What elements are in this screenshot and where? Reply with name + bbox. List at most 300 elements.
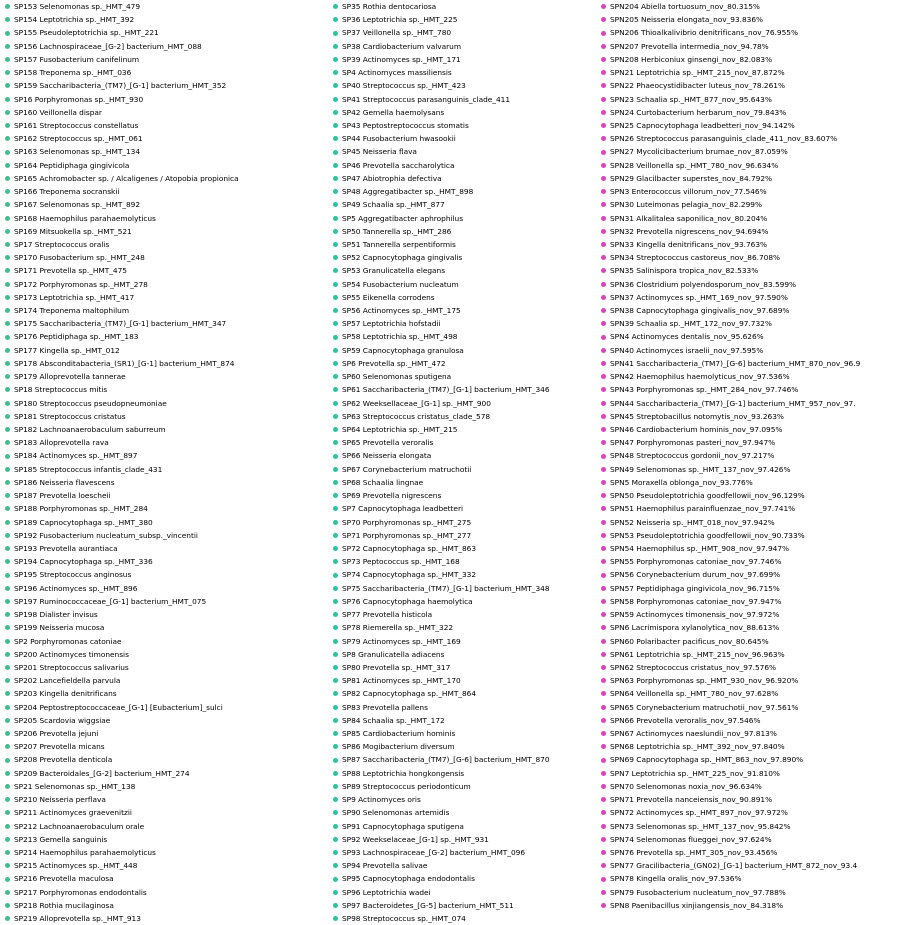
legend-item[interactable] [600, 516, 900, 529]
legend-item[interactable] [4, 463, 332, 476]
legend-item[interactable] [600, 476, 900, 489]
legend-color-dot-icon [5, 427, 10, 432]
legend-item[interactable] [332, 806, 600, 819]
legend-item-label: SPN77 Gracilibacteria_(GN02)_[G-1] bacterium_HMT_872_nov_93.4 [610, 861, 858, 871]
legend-item[interactable] [4, 582, 332, 595]
legend-color-dot-icon [5, 850, 10, 855]
legend-item-label: SP49 Schaalia sp._HMT_877 [342, 200, 445, 210]
legend-color-dot-icon [5, 837, 10, 842]
legend-item-label: SPN208 Herbiconiux ginsengi_nov_82.083% [610, 54, 773, 64]
legend-item[interactable] [332, 608, 600, 621]
legend-item[interactable] [4, 555, 332, 568]
legend-item[interactable] [4, 357, 332, 370]
legend-item[interactable] [332, 251, 600, 264]
legend-color-dot-icon [5, 282, 10, 287]
legend-item[interactable] [4, 833, 332, 846]
legend-item[interactable] [600, 119, 900, 132]
legend-color-dot-icon [333, 559, 338, 564]
legend-item[interactable] [332, 489, 600, 502]
legend-item[interactable] [4, 330, 332, 343]
legend-item[interactable] [600, 780, 900, 793]
legend-item[interactable] [332, 740, 600, 753]
legend-color-dot-icon [5, 824, 10, 829]
legend-item[interactable] [4, 40, 332, 53]
legend-item[interactable] [600, 463, 900, 476]
legend-item[interactable] [332, 886, 600, 899]
legend-item[interactable] [332, 357, 600, 370]
legend-item[interactable] [600, 753, 900, 766]
legend-item[interactable] [600, 251, 900, 264]
legend-item[interactable] [332, 159, 600, 172]
legend-item[interactable] [332, 701, 600, 714]
legend-item[interactable] [332, 727, 600, 740]
legend-color-dot-icon [5, 4, 10, 9]
legend-item[interactable] [600, 542, 900, 555]
legend-color-dot-icon [333, 705, 338, 710]
legend-color-dot-icon [601, 348, 606, 353]
legend-item[interactable] [4, 806, 332, 819]
legend-item[interactable] [600, 397, 900, 410]
legend-item[interactable] [332, 714, 600, 727]
legend-item[interactable] [4, 238, 332, 251]
legend-item[interactable] [4, 436, 332, 449]
legend-item[interactable] [332, 859, 600, 872]
legend-item[interactable] [332, 172, 600, 185]
legend-item-label: SP185 Streptococcus infantis_clade_431 [14, 464, 163, 474]
legend-item[interactable] [4, 264, 332, 277]
legend-item[interactable] [4, 648, 332, 661]
legend-color-dot-icon [601, 150, 606, 155]
legend-color-dot-icon [5, 480, 10, 485]
legend-color-dot-icon [333, 718, 338, 723]
legend-item[interactable] [4, 661, 332, 674]
legend-color-dot-icon [5, 771, 10, 776]
legend-item[interactable] [332, 410, 600, 423]
legend-item[interactable] [332, 568, 600, 581]
legend-item[interactable] [4, 714, 332, 727]
legend-item[interactable] [4, 185, 332, 198]
legend-item[interactable] [600, 661, 900, 674]
legend-item[interactable] [4, 383, 332, 396]
legend-item[interactable] [600, 225, 900, 238]
legend-item[interactable] [4, 793, 332, 806]
legend-item[interactable] [600, 370, 900, 383]
legend-color-dot-icon [333, 771, 338, 776]
legend-item-label: SP45 Neisseria flava [342, 147, 417, 157]
legend-item[interactable] [600, 238, 900, 251]
legend-item[interactable] [600, 674, 900, 687]
legend-color-dot-icon [333, 520, 338, 525]
legend-item[interactable] [4, 820, 332, 833]
legend-item-label: SPN56 Corynebacterium durum_nov_97.699% [610, 570, 781, 580]
legend-item[interactable] [4, 912, 332, 925]
legend-item[interactable] [4, 899, 332, 912]
legend-color-dot-icon [5, 731, 10, 736]
legend-item[interactable] [4, 489, 332, 502]
legend-color-dot-icon [333, 546, 338, 551]
legend-item[interactable] [332, 119, 600, 132]
legend-item[interactable] [332, 542, 600, 555]
legend-item[interactable] [4, 635, 332, 648]
legend-item[interactable] [600, 212, 900, 225]
legend-item[interactable] [600, 13, 900, 26]
legend-item[interactable] [600, 846, 900, 859]
legend-item[interactable] [4, 251, 332, 264]
legend-item[interactable] [4, 701, 332, 714]
legend-item[interactable] [600, 767, 900, 780]
legend-color-dot-icon [5, 70, 10, 75]
legend-item[interactable] [4, 145, 332, 158]
legend-item[interactable] [4, 225, 332, 238]
legend-item-label: SP90 Selenomonas artemidis [342, 808, 450, 818]
legend-item-label: SP153 Selenomonas sp._HMT_479 [14, 2, 141, 11]
legend-color-dot-icon [333, 150, 338, 155]
legend-item[interactable] [600, 198, 900, 211]
legend-item[interactable] [600, 53, 900, 66]
legend-color-dot-icon [333, 44, 338, 49]
legend-item[interactable] [4, 93, 332, 106]
legend-item[interactable] [600, 436, 900, 449]
legend-item[interactable] [4, 595, 332, 608]
legend-item[interactable] [600, 502, 900, 515]
legend-item[interactable] [332, 66, 600, 79]
legend-item-label: SPN44 Saccharibacteria_(TM7)_[G-1] bacterium_HMT_957_nov_97. [610, 398, 856, 408]
legend-item[interactable] [4, 846, 332, 859]
legend-item[interactable] [332, 661, 600, 674]
legend-item-label: SP216 Prevotella maculosa [14, 874, 114, 884]
legend-item[interactable] [4, 66, 332, 79]
legend-item[interactable] [332, 846, 600, 859]
legend-item[interactable] [4, 344, 332, 357]
legend-item[interactable] [600, 740, 900, 753]
legend-item-label: SPN59 Actinomyces timonensis_nov_97.972% [610, 610, 780, 620]
legend-item-label: SP43 Peptostreptococcus stomatis [342, 120, 469, 130]
legend-item[interactable] [4, 79, 332, 92]
legend-item[interactable] [600, 278, 900, 291]
legend-item-label: SPN41 Saccharibacteria_(TM7)_[G-6] bacterium_HMT_870_nov_96.9 [610, 358, 861, 368]
legend-item[interactable] [332, 291, 600, 304]
legend-item[interactable] [4, 568, 332, 581]
legend-item-label: SP68 Schaalia lingnae [342, 477, 424, 487]
legend-item[interactable] [600, 833, 900, 846]
legend-item[interactable] [600, 410, 900, 423]
legend-item[interactable] [4, 767, 332, 780]
legend-color-dot-icon [601, 202, 606, 207]
legend-item[interactable] [4, 529, 332, 542]
legend-color-dot-icon [333, 573, 338, 578]
legend-item[interactable] [332, 423, 600, 436]
legend-item[interactable] [332, 436, 600, 449]
legend-color-dot-icon [333, 4, 338, 9]
legend-color-dot-icon [601, 678, 606, 683]
legend-item[interactable] [332, 93, 600, 106]
legend-item[interactable] [332, 0, 600, 13]
legend-color-dot-icon [5, 150, 10, 155]
legend-item[interactable] [4, 278, 332, 291]
legend-item[interactable] [4, 304, 332, 317]
legend-item[interactable] [600, 106, 900, 119]
legend-item[interactable] [4, 397, 332, 410]
legend-item[interactable] [600, 635, 900, 648]
legend-color-dot-icon [333, 83, 338, 88]
legend-item[interactable] [4, 476, 332, 489]
legend-color-dot-icon [5, 678, 10, 683]
legend-item[interactable] [4, 53, 332, 66]
legend-item-label: SP173 Leptotrichia sp._HMT_417 [14, 292, 135, 302]
legend-item-label: SP188 Porphyromonas sp._HMT_284 [14, 504, 148, 514]
legend-item[interactable] [332, 687, 600, 700]
legend-item[interactable] [600, 132, 900, 145]
legend-item[interactable] [4, 516, 332, 529]
legend-item[interactable] [332, 595, 600, 608]
legend-item-label: SP154 Leptotrichia sp._HMT_392 [14, 15, 135, 25]
legend-item[interactable] [332, 106, 600, 119]
legend-item[interactable] [332, 40, 600, 53]
legend-item[interactable] [332, 304, 600, 317]
legend-color-dot-icon [333, 176, 338, 181]
legend-item[interactable] [4, 449, 332, 462]
legend-color-dot-icon [333, 863, 338, 868]
legend-item[interactable] [600, 899, 900, 912]
legend-item[interactable] [600, 886, 900, 899]
legend-color-dot-icon [333, 321, 338, 326]
legend-item[interactable] [600, 344, 900, 357]
legend-color-dot-icon [333, 97, 338, 102]
legend-item[interactable] [4, 370, 332, 383]
legend-item[interactable] [332, 238, 600, 251]
legend-color-dot-icon [601, 625, 606, 630]
legend-item[interactable] [4, 542, 332, 555]
legend-item[interactable] [4, 621, 332, 634]
legend-item[interactable] [332, 820, 600, 833]
legend-item-label: SPN37 Actinomyces sp._HMT_169_nov_97.590% [610, 292, 788, 302]
legend-item[interactable] [332, 13, 600, 26]
legend-color-dot-icon [333, 652, 338, 657]
legend-item[interactable] [332, 621, 600, 634]
legend-item[interactable] [332, 648, 600, 661]
legend-item[interactable] [332, 793, 600, 806]
legend-item-label: SP211 Actinomyces graevenitzii [14, 808, 132, 818]
legend-item-label: SP67 Corynebacterium matruchotii [342, 464, 472, 474]
legend-item[interactable] [600, 793, 900, 806]
legend-item-label: SP176 Peptidiphaga sp._HMT_183 [14, 332, 139, 342]
legend-color-dot-icon [5, 163, 10, 168]
legend-item[interactable] [4, 687, 332, 700]
legend-item-label: SP8 Granulicatella adiacens [342, 649, 445, 659]
legend-item[interactable] [600, 582, 900, 595]
legend-item[interactable] [4, 410, 332, 423]
legend-color-dot-icon [5, 903, 10, 908]
legend-item[interactable] [600, 555, 900, 568]
legend-item[interactable] [600, 291, 900, 304]
legend-item[interactable] [600, 159, 900, 172]
legend-item[interactable] [332, 225, 600, 238]
legend-item[interactable] [600, 145, 900, 158]
legend-item[interactable] [4, 780, 332, 793]
legend-item[interactable] [600, 727, 900, 740]
legend-item[interactable] [332, 780, 600, 793]
legend-item[interactable] [4, 886, 332, 899]
legend-item[interactable] [332, 476, 600, 489]
legend-item[interactable] [600, 383, 900, 396]
legend-item[interactable] [600, 687, 900, 700]
legend-color-dot-icon [601, 401, 606, 406]
legend-item-label: SP16 Porphyromonas sp._HMT_930 [14, 94, 144, 104]
legend-item[interactable] [600, 806, 900, 819]
legend-item[interactable] [332, 463, 600, 476]
legend-item[interactable] [332, 899, 600, 912]
legend-item-label: SPN29 Glacilbacter superstes_nov_84.792% [610, 173, 773, 183]
legend-item[interactable] [332, 397, 600, 410]
legend-item-label: SPN21 Leptotrichia sp._HMT_215_nov_87.872% [610, 68, 785, 78]
legend-item[interactable] [332, 264, 600, 277]
legend-item[interactable] [600, 648, 900, 661]
legend-item[interactable] [4, 859, 332, 872]
legend-item[interactable] [332, 767, 600, 780]
legend-item-label: SP40 Streptococcus sp._HMT_423 [342, 81, 466, 91]
legend-item[interactable] [332, 449, 600, 462]
legend-item[interactable] [332, 26, 600, 39]
legend-item[interactable] [4, 106, 332, 119]
legend-item[interactable] [600, 185, 900, 198]
legend-item[interactable] [332, 330, 600, 343]
legend-color-dot-icon [601, 810, 606, 815]
legend-item[interactable] [332, 278, 600, 291]
legend-item-label: SP93 Lachnospiraceae_[G-2] bacterium_HMT_096 [342, 848, 526, 857]
legend-item[interactable] [332, 516, 600, 529]
legend-item[interactable] [4, 753, 332, 766]
legend-item[interactable] [600, 304, 900, 317]
legend-item[interactable] [600, 820, 900, 833]
legend-item[interactable] [600, 489, 900, 502]
legend-item[interactable] [600, 449, 900, 462]
legend-color-dot-icon [601, 70, 606, 75]
legend-item[interactable] [600, 872, 900, 885]
legend-color-dot-icon [601, 255, 606, 260]
legend-item[interactable] [332, 132, 600, 145]
legend-item[interactable] [600, 79, 900, 92]
legend-item[interactable] [600, 714, 900, 727]
legend-color-dot-icon [333, 401, 338, 406]
legend-item[interactable] [600, 568, 900, 581]
legend-color-dot-icon [5, 533, 10, 538]
legend-item[interactable] [600, 0, 900, 13]
legend-color-dot-icon [5, 321, 10, 326]
legend-item[interactable] [600, 317, 900, 330]
legend-item[interactable] [600, 529, 900, 542]
legend-color-dot-icon [601, 414, 606, 419]
legend-item[interactable] [4, 674, 332, 687]
legend-item[interactable] [332, 212, 600, 225]
legend-item[interactable] [600, 701, 900, 714]
legend-item[interactable] [332, 833, 600, 846]
legend-item[interactable] [332, 344, 600, 357]
legend-color-dot-icon [601, 189, 606, 194]
legend-item[interactable] [4, 212, 332, 225]
legend-color-dot-icon [333, 216, 338, 221]
legend-column-1 [0, 0, 332, 925]
legend-item[interactable] [600, 172, 900, 185]
legend-item[interactable] [332, 79, 600, 92]
legend-color-dot-icon [5, 189, 10, 194]
legend-color-dot-icon [601, 361, 606, 366]
legend-item[interactable] [332, 53, 600, 66]
legend-item[interactable] [4, 502, 332, 515]
legend-color-dot-icon [333, 837, 338, 842]
legend-item-label: SPN27 Mycolicibacterium brumae_nov_87.059% [610, 147, 788, 157]
legend-item[interactable] [4, 317, 332, 330]
legend-item[interactable] [4, 132, 332, 145]
legend-item[interactable] [4, 172, 332, 185]
legend-item[interactable] [332, 317, 600, 330]
legend-item-label: SP187 Prevotella loescheii [14, 491, 111, 501]
legend-item[interactable] [332, 912, 600, 925]
legend-item[interactable] [600, 264, 900, 277]
legend-item[interactable] [600, 93, 900, 106]
legend-item[interactable] [332, 198, 600, 211]
legend-item[interactable] [600, 608, 900, 621]
legend-item[interactable] [332, 635, 600, 648]
legend-item[interactable] [4, 727, 332, 740]
legend-color-dot-icon [601, 136, 606, 141]
legend-item[interactable] [332, 872, 600, 885]
legend-item[interactable] [600, 859, 900, 872]
legend-item[interactable] [4, 26, 332, 39]
legend-item[interactable] [4, 872, 332, 885]
legend-item[interactable] [4, 740, 332, 753]
legend-item[interactable] [332, 753, 600, 766]
legend-item[interactable] [600, 26, 900, 39]
legend-item[interactable] [332, 502, 600, 515]
legend-color-dot-icon [601, 176, 606, 181]
legend-item[interactable] [600, 40, 900, 53]
legend-item[interactable] [332, 529, 600, 542]
legend-item[interactable] [332, 674, 600, 687]
legend-item-label: SP82 Capnocytophaga sp._HMT_864 [342, 689, 477, 699]
legend-item-label: SP62 Weeksellaceae_[G-1] sp._HMT_900 [342, 398, 491, 408]
legend-color-dot-icon [333, 440, 338, 445]
legend-color-dot-icon [601, 31, 606, 36]
legend-item[interactable] [4, 119, 332, 132]
legend-item[interactable] [332, 582, 600, 595]
legend-item[interactable] [600, 595, 900, 608]
legend-item[interactable] [600, 66, 900, 79]
legend-item[interactable] [600, 621, 900, 634]
legend-item[interactable] [332, 383, 600, 396]
legend-item[interactable] [332, 185, 600, 198]
legend-item[interactable] [4, 608, 332, 621]
legend-item[interactable] [4, 291, 332, 304]
legend-color-dot-icon [333, 467, 338, 472]
legend-item[interactable] [4, 423, 332, 436]
legend-item[interactable] [600, 357, 900, 370]
legend-item[interactable] [600, 423, 900, 436]
legend-item[interactable] [4, 0, 332, 13]
legend-item[interactable] [332, 370, 600, 383]
legend-color-dot-icon [601, 467, 606, 472]
legend-item[interactable] [4, 198, 332, 211]
legend-item[interactable] [4, 13, 332, 26]
legend-item[interactable] [332, 145, 600, 158]
legend-item[interactable] [332, 555, 600, 568]
legend-item-label: SP171 Prevotella sp._HMT_475 [14, 266, 127, 276]
legend-color-dot-icon [601, 797, 606, 802]
legend-item-label: SP203 Kingella denitrificans [14, 689, 117, 699]
legend-item[interactable] [600, 330, 900, 343]
legend-color-dot-icon [601, 890, 606, 895]
legend-item[interactable] [4, 159, 332, 172]
legend-color-dot-icon [5, 625, 10, 630]
